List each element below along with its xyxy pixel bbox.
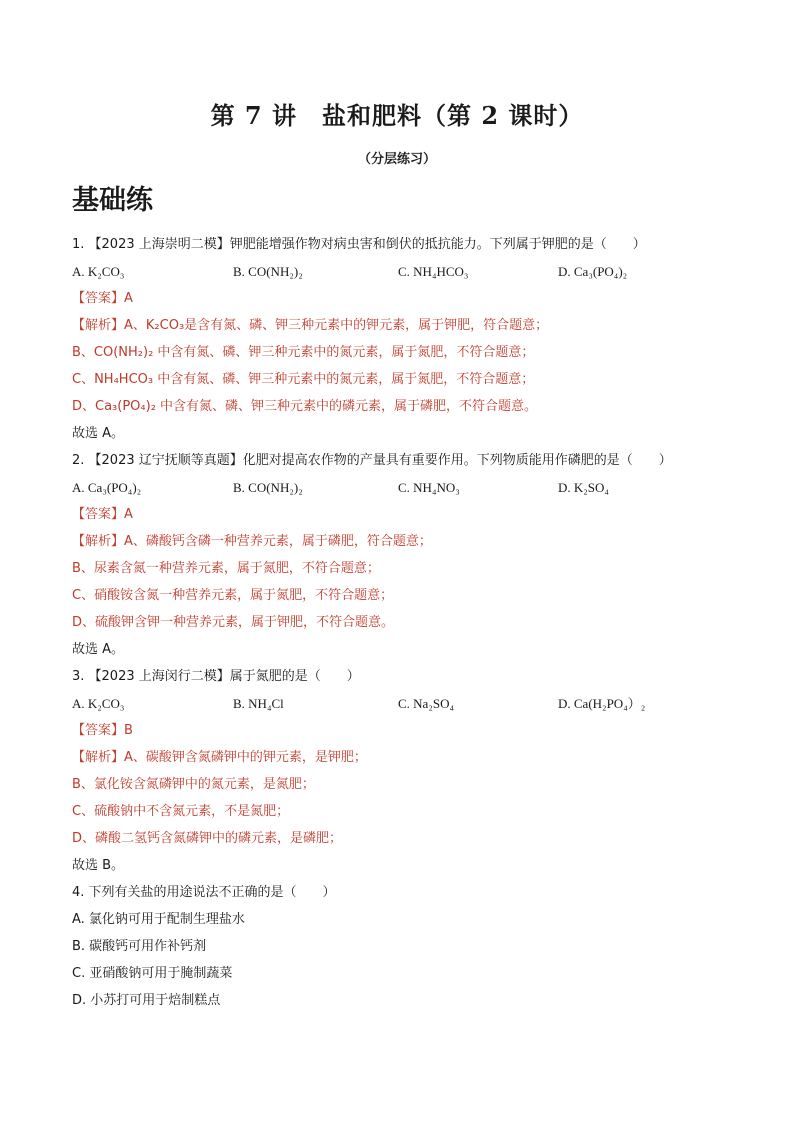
analysis-line: D、硫酸钾含钾一种营养元素，属于钾肥，不符合题意。 [72, 615, 395, 630]
answer: 【答案】A [72, 291, 133, 306]
question-2 [72, 447, 732, 663]
analysis-line: C、硫酸钠中不含氮元素，不是氮肥； [72, 804, 290, 819]
question-stem: 4. 下列有关盐的用途说法不正确的是（ ） [72, 885, 336, 900]
option-d: D. Ca(H₂PO₄）₂ [558, 696, 646, 711]
analysis-line: C、NH₄HCO₃ 中含有氮、磷、钾三种元素中的氮元素，属于氮肥，不符合题意； [72, 372, 535, 387]
analysis-line: 【解析】A、K₂CO₃是含有氮、磷、钾三种元素中的钾元素，属于钾肥，符合题意； [72, 318, 549, 333]
analysis-line: 【解析】A、碳酸钾含氮磷钾中的钾元素，是钾肥； [72, 750, 367, 765]
option-c: C. 亚硝酸钠可用于腌制蔬菜 [72, 966, 233, 981]
question-4 [72, 879, 732, 1014]
analysis-line: B、CO(NH₂)₂ 中含有氮、磷、钾三种元素中的氮元素，属于氮肥，不符合题意； [72, 345, 535, 360]
analysis-line: C、硝酸铵含氮一种营养元素，属于氮肥，不符合题意； [72, 588, 394, 603]
section-heading: 基础练 [72, 185, 153, 216]
question-1 [72, 231, 732, 447]
analysis-line: D、Ca₃(PO₄)₂ 中含有氮、磷、钾三种元素中的磷元素，属于磷肥，不符合题意。 [72, 399, 538, 414]
option-c: C. NH₄NO₃ [398, 480, 460, 495]
option-a: A. Ca₃(PO₄)₂ [72, 480, 142, 495]
option-a: A. 氯化钠可用于配制生理盐水 [72, 912, 245, 927]
option-d: D. 小苏打可用于焙制糕点 [72, 993, 221, 1008]
option-d: D. K₂SO₄ [558, 480, 609, 495]
option-row [72, 690, 732, 717]
page-title: 第 7 讲 盐和肥料（第 2 课时） [210, 101, 584, 130]
option-b: B. NH₄Cl [233, 696, 284, 711]
analysis-line: D、磷酸二氢钙含氮磷钾中的磷元素，是磷肥； [72, 831, 343, 846]
analysis-line: B、氯化铵含氮磷钾中的氮元素，是氮肥； [72, 777, 315, 792]
page-subtitle: （分层练习） [357, 152, 436, 167]
question-3 [72, 663, 732, 879]
answer: 【答案】A [72, 507, 133, 522]
option-c: C. NH₄HCO₃ [398, 264, 469, 279]
option-row [72, 474, 732, 501]
option-row [72, 258, 732, 285]
option-c: C. Na₂SO₄ [398, 696, 455, 711]
question-list [72, 231, 732, 1014]
conclusion: 故选 B。 [72, 858, 125, 873]
analysis-line: B、尿素含氮一种营养元素，属于氮肥，不符合题意； [72, 561, 380, 576]
question-stem: 3. 【2023 上海闵行二模】属于氮肥的是（ ） [72, 669, 360, 684]
option-d: D. Ca₃(PO₄)₂ [558, 264, 628, 279]
option-b: B. CO(NH₂)₂ [233, 480, 303, 495]
option-b: B. CO(NH₂)₂ [233, 264, 303, 279]
conclusion: 故选 A。 [72, 426, 125, 441]
question-stem: 2. 【2023 辽宁抚顺等真题】化肥对提高农作物的产量具有重要作用。下列物质能用作磷肥的是（ ） [72, 453, 672, 468]
option-a: A. K₂CO₃ [72, 696, 125, 711]
analysis-line: 【解析】A、磷酸钙含磷一种营养元素，属于磷肥，符合题意； [72, 534, 432, 549]
question-stem: 1. 【2023 上海崇明二模】钾肥能增强作物对病虫害和倒伏的抵抗能力。下列属于钾肥的是（ ） [72, 237, 646, 252]
answer: 【答案】B [72, 723, 133, 738]
conclusion: 故选 A。 [72, 642, 125, 657]
option-b: B. 碳酸钙可用作补钙剂 [72, 939, 207, 954]
option-a: A. K₂CO₃ [72, 264, 125, 279]
